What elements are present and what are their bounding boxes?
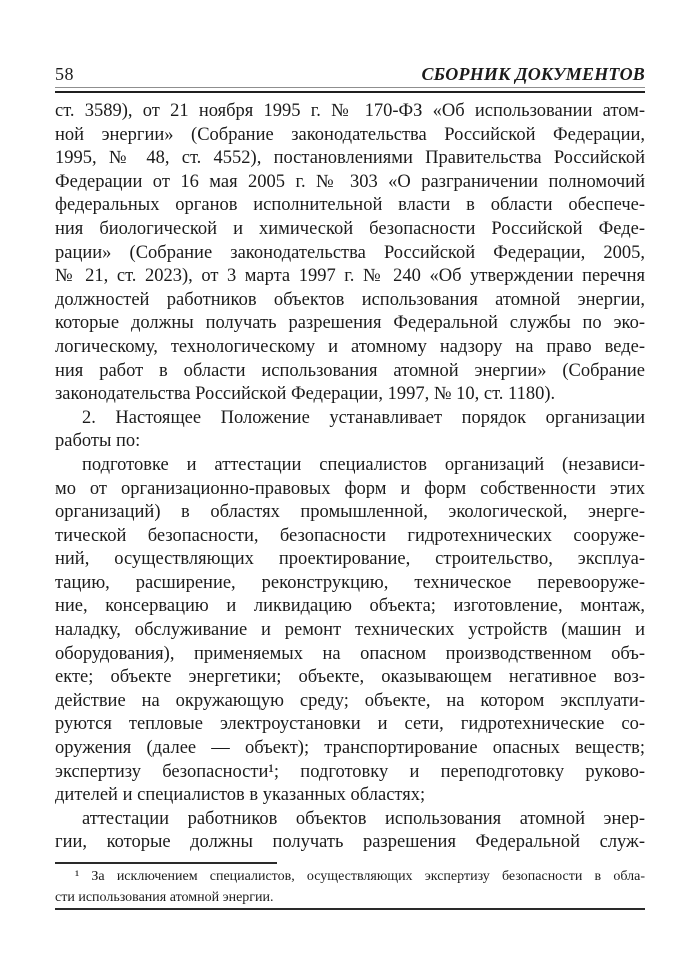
text-line: ний, осуществляющих проектирование, строительство, эксплуа-	[55, 549, 645, 570]
text-line: № 21, ст. 2023), от 3 марта 1997 г. № 240 «Об утверждении перечня	[55, 266, 645, 287]
text-line: наладку, обслуживание и ремонт технических устройств (машин и	[55, 620, 645, 641]
text-line: логическому, технологическому и атомному надзору на право веде-	[55, 336, 645, 357]
text-line: организаций) в областях промышленной, экологической, энерге-	[55, 502, 645, 523]
text-line: ст. 3589), от 21 ноября 1995 г. № 170-ФЗ «Об использовании атом-	[55, 101, 645, 121]
text-line: федеральных органов исполнительной власти в области обеспече-	[55, 195, 645, 216]
text-line: гии, которые должны получать разрешения Федеральной служ-	[55, 832, 645, 853]
text-line: ния работ в области использования атомной энергии» (Собрание	[55, 360, 645, 381]
page-number: 58	[55, 64, 74, 84]
text-line: действие на окружающую среду; объекте, на котором эксплуати-	[55, 690, 645, 711]
text-line: ние, консервацию и ликвидацию объекта; изготовление, монтаж,	[55, 596, 645, 617]
text-line: ¹ За исключением специалистов, осуществляющих экспертизу безопасности в обла-	[75, 869, 645, 884]
text-line: ния биологической и химической безопасности Российской Феде-	[55, 218, 645, 239]
text-line: сти использования атомной энергии.	[55, 889, 274, 905]
text-line: руются тепловые электроустановки и сети, гидротехнические со-	[55, 714, 645, 735]
text-line: подготовке и аттестации специалистов организаций (независи-	[82, 454, 645, 475]
text-line: тацию, расширение, реконструкцию, техническое перевооруже-	[55, 572, 645, 593]
text-line: оружения (далее — объект); транспортирование опасных веществ;	[55, 738, 645, 759]
footnote-separator	[55, 862, 277, 864]
text-line: 2. Настоящее Положение устанавливает порядок организации	[82, 407, 645, 428]
text-line: 1995, № 48, ст. 4552), постановлениями Правительства Российской	[55, 148, 645, 169]
header-rule	[55, 87, 645, 93]
body-text	[55, 100, 645, 855]
text-line: работы по:	[55, 431, 141, 452]
text-line: экспертизу безопасности¹; подготовку и переподготовку руково-	[55, 761, 645, 782]
text-line: рации» (Собрание законодательства Российской Федерации, 2005,	[55, 242, 645, 263]
text-line: аттестации работников объектов использования атомной энер-	[82, 808, 645, 829]
text-line: екте; объекте энергетики; объекте, оказывающем негативное воз-	[55, 667, 645, 688]
text-line: мо от организационно-правовых форм и форм собственности этих	[55, 478, 645, 499]
text-line: Федерации от 16 мая 2005 г. № 303 «О разграничении полномочий	[55, 171, 645, 192]
footnote	[55, 867, 645, 908]
text-line: дителей и специалистов в указанных областях;	[55, 785, 426, 806]
text-line: ной энергии» (Собрание законодательства Российской Федерации,	[55, 124, 645, 145]
running-title: СБОРНИК ДОКУМЕНТОВ	[421, 64, 645, 84]
text-line: оборудования), применяемых на опасном производственном объ-	[55, 643, 645, 664]
bottom-rule	[55, 908, 645, 910]
text-line: тической безопасности, безопасности гидротехнических сооруже-	[55, 525, 645, 546]
page-header	[55, 64, 645, 85]
text-line: которые должны получать разрешения Федеральной службы по эко-	[55, 313, 645, 334]
text-line: законодательства Российской Федерации, 1997, № 10, ст. 1180).	[55, 384, 556, 405]
text-line: должностей работников объектов использования атомной энергии,	[55, 289, 645, 310]
